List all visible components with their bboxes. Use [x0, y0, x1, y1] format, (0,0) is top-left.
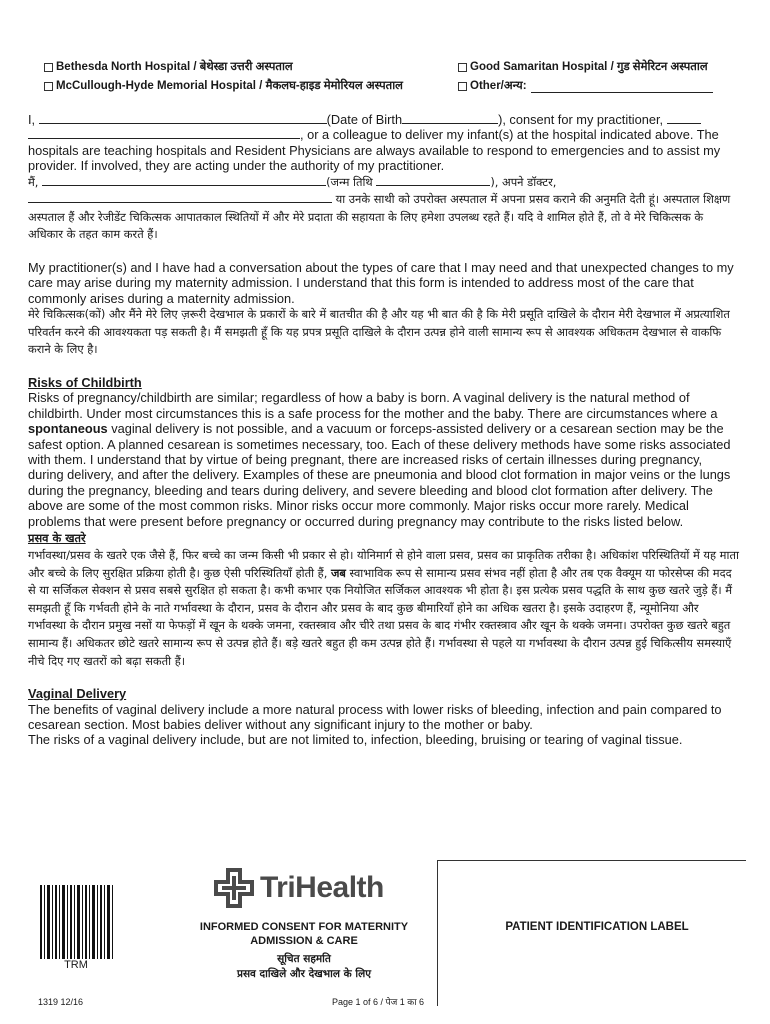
patient-name-field-hi[interactable]	[42, 174, 326, 186]
conversation-paragraph-en: My practitioner(s) and I have had a conversation about the types of care that I may need and that unexpected changes to my care may arise during my maternity admission. I understand that this form is intended to address most of the care that commonly arises during a maternity admission.	[28, 260, 734, 306]
trihealth-cross-icon	[212, 866, 256, 910]
checkbox-mccullough[interactable]	[44, 82, 53, 91]
conversation-paragraph-hi: मेरे चिकित्सक(कों) और मैंने मेरे लिए ज़रूरी देखभाल के प्रकारों के बारे में बातचीत की है और यह भी बात की है कि मेरी प्रसूति दाखिले के दौरान मेरी देखभाल में अप्रत्याशित परिवर्तन करने की आवश्यकता पड़ सकती है। मैं समझती हूँ कि यह प्रपत्र प्रसूति दाखिले के दौरान उत्पन्न होने वाली सामान्य रूप से आवश्यक अधिकतम देखभाल से वाकफि कराने के लिए है।	[28, 307, 730, 357]
practitioner-field[interactable]	[667, 112, 701, 124]
risks-paragraph-hi: गर्भावस्था/प्रसव के खतरे एक जैसे हैं, फिर बच्चे का जन्म किसी भी प्रकार से हो। योनिमार्ग से होने वाला प्रसव, प्रसव का प्राकृतिक तरीका है। अधिकांश परिस्थितियों में यह माता और बच्चे के लिए सुरक्षित प्रक्रिया होती है। कुछ ऐसी परिस्थितियाँ होती हैं, जब स्वाभाविक रूप से सामान्य प्रसव संभव नहीं होता है और तब एक वैक्यूम या फोरसेप्स की मदद से या सर्जिकल सेक्शन से प्रसव सबसे सुरक्षित हो सकता है। कभी कभार एक नियोजित सर्जिकल आवश्यक भी होता है। इस प्रत्येक प्रसव पद्धति के साथ कुछ खतरे जुड़े हैं। मैं समझती हूँ कि गर्भवती होने के नाते गर्भावस्था के दौरान, प्रसव के दौरान और प्रसव के बाद कुछ बीमारियाँ होने का अधिक खतरा है। इसके उदाहरण हैं, न्यूमोनिया और गर्भावस्था के दौरान प्रमुख नसों या फेफड़ों में खून के थक्के जमना, रक्तस्त्राव और चीरे तथा प्रसव के बाद गंभीर रक्तस्त्राव और खून के थक्के जमना। उपरोक्त कुछ खतरे बहुत सामान्य हैं। अधिकतर छोटे खतरे सामान्य रूप से उत्पन्न होते हैं। बड़े खतरे बहुत ही कम उत्पन्न होते हैं। गर्भावस्था से पहले या गर्भावस्था के दौरान उत्पन्न हुई चिकित्सीय समस्याएँ नीचे दिए गए खतरों को बढ़ा सकती हैं।	[28, 548, 739, 668]
other-hospital-field[interactable]	[531, 81, 713, 93]
hospital-option-bethesda[interactable]	[44, 58, 403, 77]
label-box-left-border	[437, 860, 438, 1006]
hospital-label: McCullough-Hyde Memorial Hospital / मैकलघ-हाइड मेमोरियल अस्पताल	[56, 80, 403, 92]
checkbox-other[interactable]	[458, 82, 467, 91]
barcode-label: TRM	[64, 959, 88, 971]
vaginal-paragraph-2: The risks of a vaginal delivery include, but are not limited to, infection, bleeding, bruising or tearing of vaginal tissue.	[28, 732, 683, 748]
hospital-label: Other/अन्य:	[470, 80, 527, 92]
form-number: 1319 12/16	[38, 997, 84, 1007]
trihealth-logo	[212, 866, 384, 910]
risks-paragraph-en: Risks of pregnancy/childbirth are similar; regardless of how a baby is born. A vaginal delivery is the natural method of childbirth. Under most circumstances this is a safe process for the mother and the baby. There are circumstances where a spontaneous vaginal delivery is not possible, and a vacuum or forceps-assisted delivery or a cesarean section may be the safest option. A planned cesarean is sometimes necessary, too. Each of these delivery methods have some risks associated with them. I understand that by virtue of being pregnant, there are increased risks of certain illnesses during pregnancy, during delivery, and after the delivery. Examples of these are pneumonia and blood clot formation in major veins or the lungs during the pregnancy, bleeding and tears during delivery, and severe bleeding and blood clot formation after delivery. The above are some of the most common risks. Minor risks occur more commonly. Major risks occur more rarely. Medical problems that were present before pregnancy or occurred during pregnancy may contribute to the risks listed below.	[28, 390, 731, 529]
date-of-birth-field[interactable]	[402, 112, 498, 124]
checkbox-good-samaritan[interactable]	[458, 63, 467, 72]
consent-paragraph-en: I, (Date of Birth ), consent for my practitioner, , or a colleague to deliver my infant(s) at the hospital indicated above. The hospitals are teaching hospitals and Resident Physicians are always available to respond to emergencies and to assist my provider. If involved, they are acting under the authority of my practitioner.	[28, 112, 721, 174]
label-box-top-border	[437, 860, 746, 861]
patient-identification-label: PATIENT IDENTIFICATION LABEL	[505, 921, 689, 933]
practitioner-field-hi[interactable]	[28, 191, 332, 203]
hospital-options-left	[44, 58, 403, 96]
vaginal-paragraph-1: The benefits of vaginal delivery include a more natural process with lower risks of bleeding, infection and pain compared to cesarean section. Most babies deliver without any significant injury to the mother or baby.	[28, 701, 722, 733]
patient-name-field[interactable]	[39, 112, 327, 124]
vaginal-heading-en: Vaginal Delivery	[28, 686, 127, 702]
practitioner-field-cont[interactable]	[28, 127, 300, 139]
risks-heading-hi: प्रसव के खतरे	[28, 531, 86, 546]
form-title-hi: सूचित सहमति प्रसव दाखिले और देखभाल के लिए	[236, 953, 372, 980]
page-number: Page 1 of 6 / पेज 1 का 6	[331, 997, 425, 1007]
hospital-label: Bethesda North Hospital / बेथेस्डा उत्तरी अस्पताल	[56, 61, 293, 73]
date-of-birth-field-hi[interactable]	[376, 174, 490, 186]
checkbox-bethesda[interactable]	[44, 63, 53, 72]
hospital-label: Good Samaritan Hospital / गुड सेमेरिटन अस्पताल	[470, 61, 708, 73]
hospital-options-right	[458, 58, 713, 96]
form-title: INFORMED CONSENT FOR MATERNITY ADMISSION & CARE	[199, 921, 409, 947]
consent-paragraph-hi: मैं, (जन्म तिथि ), अपने डॉक्टर, या उनके साथी को उपरोक्त अस्पताल में अपना प्रसव कराने की अनुमति देती हूं। अस्पताल शिक्षण अस्पताल हैं और रेजीडेंट चिकित्सक आपातकाल स्थितियों में और मेरे प्रदाता की सहायता के लिए हमेशा उपलब्ध रहते हैं। यदि वे शामिल होते हैं, तो वे मेरे चिकित्सक के अधिकार के तहत काम करते हैं।	[28, 174, 731, 242]
barcode-icon	[38, 885, 114, 959]
document-body	[28, 112, 740, 748]
hospital-option-other[interactable]	[458, 77, 713, 96]
risks-heading-en: Risks of Childbirth	[28, 375, 142, 390]
hospital-option-mccullough[interactable]	[44, 77, 403, 96]
hospital-option-good-samaritan[interactable]	[458, 58, 713, 77]
logo-text: TriHealth	[260, 871, 384, 904]
